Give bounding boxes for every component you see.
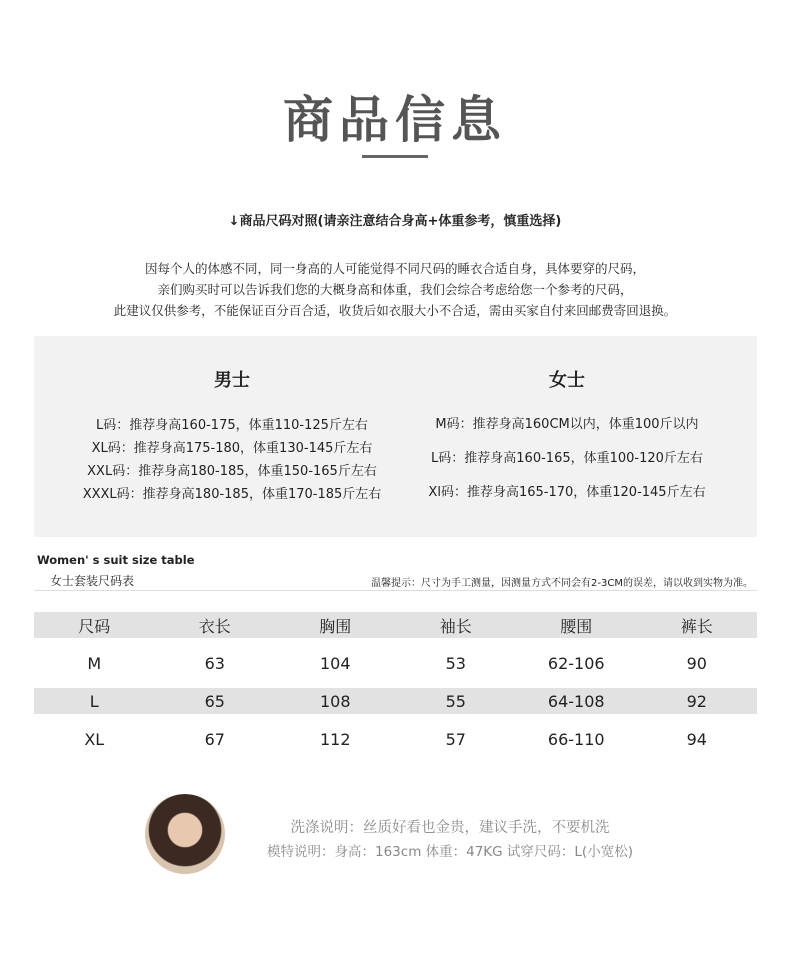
page-title: 商品信息 <box>283 91 507 149</box>
women-size-row: Xl码：推荐身高165-170，体重120-145斤左右 <box>428 485 706 500</box>
table-header: 袖长 <box>396 612 517 638</box>
men-size-row: XXL码：推荐身高180-185，体重150-165斤左右 <box>87 464 377 479</box>
men-size-row: L码：推荐身高160-175，体重110-125斤左右 <box>96 418 368 433</box>
table-row <box>34 688 757 714</box>
table-cell: 94 <box>686 729 707 749</box>
men-column <box>52 336 412 506</box>
table-header: 尺码 <box>34 612 155 638</box>
table-row <box>34 714 757 764</box>
table-cell: 104 <box>319 653 351 673</box>
table-cell: 66-110 <box>547 729 605 749</box>
intro-text <box>0 258 790 321</box>
size-table-title-en: Women' s suit size table <box>37 553 195 567</box>
title-underline <box>362 155 428 158</box>
divider <box>34 590 757 591</box>
intro-line: 此建议仅供参考，不能保证百分百合适，收货后如衣服大小不合适，需由买家自付来回邮费寄回退换。 <box>113 303 677 318</box>
table-cell: 92 <box>637 688 758 714</box>
measurement-note: 温馨提示：尺寸为手工测量，因测量方式不同会有2-3CM的误差，请以收到实物为准。 <box>371 578 753 589</box>
size-recommendation-box <box>34 336 757 537</box>
table-cell: 62-106 <box>547 653 605 673</box>
table-cell: 55 <box>396 688 517 714</box>
women-heading: 女士 <box>549 370 585 391</box>
table-cell: XL <box>84 729 105 749</box>
table-header-row <box>34 612 757 638</box>
model-avatar <box>145 794 225 874</box>
table-cell: 63 <box>204 653 225 673</box>
care-instructions: 洗涤说明：丝质好看也金贵，建议手洗，不要机洗 <box>290 820 610 836</box>
size-table <box>34 612 757 764</box>
model-info: 模特说明：身高：163cm 体重：47KG 试穿尺码：L(小宽松) <box>267 844 633 860</box>
size-table-title-cn: 女士套装尺码表 <box>50 574 135 588</box>
table-cell: 53 <box>445 653 466 673</box>
table-cell: 67 <box>204 729 225 749</box>
table-header: 衣长 <box>155 612 276 638</box>
table-cell: 64-108 <box>516 688 637 714</box>
table-cell: 108 <box>275 688 396 714</box>
women-size-row: M码：推荐身高160CM以内，体重100斤以内 <box>435 417 699 432</box>
men-size-row: XXXL码：推荐身高180-185，体重170-185斤左右 <box>82 487 382 502</box>
table-cell: 65 <box>155 688 276 714</box>
intro-line: 因每个人的体感不同，同一身高的人可能觉得不同尺码的睡衣合适自身，具体要穿的尺码， <box>144 261 645 276</box>
table-cell: M <box>87 653 102 673</box>
size-subtitle: ↓商品尺码对照(请亲注意结合身高+体重参考，慎重选择) <box>228 214 562 229</box>
women-size-row: L码：推荐身高160-165，体重100-120斤左右 <box>431 451 703 466</box>
men-size-row: XL码：推荐身高175-180，体重130-145斤左右 <box>91 441 373 456</box>
table-header: 腰围 <box>516 612 637 638</box>
table-cell: L <box>34 688 155 714</box>
women-column <box>387 336 747 510</box>
table-header: 裤长 <box>637 612 758 638</box>
intro-line: 亲们购买时可以告诉我们您的大概身高和体重，我们会综合考虑给您一个参考的尺码， <box>157 282 633 297</box>
table-row <box>34 638 757 688</box>
table-cell: 57 <box>445 729 466 749</box>
table-header: 胸围 <box>275 612 396 638</box>
men-heading: 男士 <box>214 370 250 391</box>
table-cell: 112 <box>319 729 351 749</box>
table-cell: 90 <box>686 653 707 673</box>
